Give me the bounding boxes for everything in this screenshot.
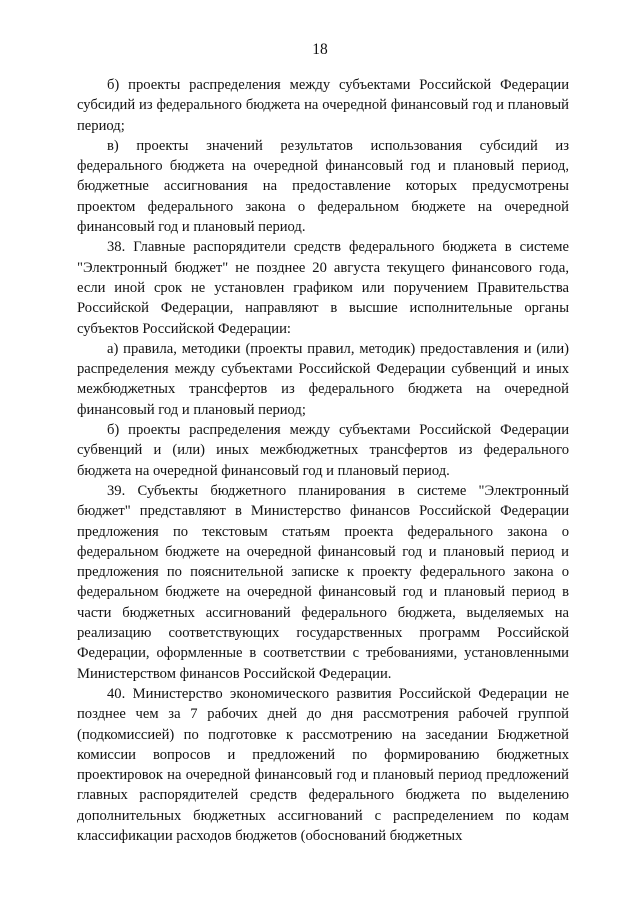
document-body [77,75,569,846]
paragraph-b-subsidies: б) проекты распределения между субъектами Российской Федерации субсидий из федерального бюджета на очередной финансовый год и плановый период; [77,77,569,134]
paragraph-v-result-values: в) проекты значений результатов использования субсидий из федерального бюджета на очередной финансовый год и плановый период, бюджетные ассигнования на предоставление которых предусмотрены проектом федерального закона о федеральном бюджете на очередной финансовый год и плановый период. [77,137,569,236]
page-number: 18 [312,41,328,58]
paragraph-39: 39. Субъекты бюджетного планирования в системе "Электронный бюджет" представляют в Министерство финансов Российской Федерации предложения по текстовым статьям проекта федерального закона о федеральном бюджете на очередной финансовый год и плановый период и предложения по пояснительной записке к проекту федерального закона о федеральном бюджете на очередной финансовый год и плановый период в части бюджетных ассигнований федерального бюджета, выделяемых на реализацию соответствующих государственных программ Российской Федерации, оформленные в соответствии с требованиями, установленными Министерством финансов Российской Федерации. [77,482,569,682]
paragraph-a-rules: а) правила, методики (проекты правил, методик) предоставления и (или) распределения между субъектами Российской Федерации субвенций и иных межбюджетных трансфертов из федерального бюджета на очередной финансовый год и плановый период; [77,340,569,418]
paragraph-38: 38. Главные распорядители средств федерального бюджета в системе "Электронный бюджет" не позднее 20 августа текущего финансового года, если иной срок не установлен графиком или поручением Правительства Российской Федерации, направляют в высшие исполнительные органы субъектов Российской Федерации: [77,239,569,337]
paragraph-b-subventions: б) проекты распределения между субъектами Российской Федерации субвенций и (или) иных межбюджетных трансфертов из федерального бюджета на очередной финансовый год и плановый период. [77,422,569,479]
paragraph-40: 40. Министерство экономического развития Российской Федерации не позднее чем за 7 рабочих дней до дня рассмотрения рабочей группой (подкомиссией) по подготовке к рассмотрению на заседании Бюджетной комиссии вопросов и предложений по формированию бюджетных проектировок на очередной финансовый год и плановый период предложений главных распорядителей средств федерального бюджета по выделению дополнительных бюджетных ассигнований с распределением по кодам классификации расходов бюджетов (обоснований бюджетных [77,685,569,844]
